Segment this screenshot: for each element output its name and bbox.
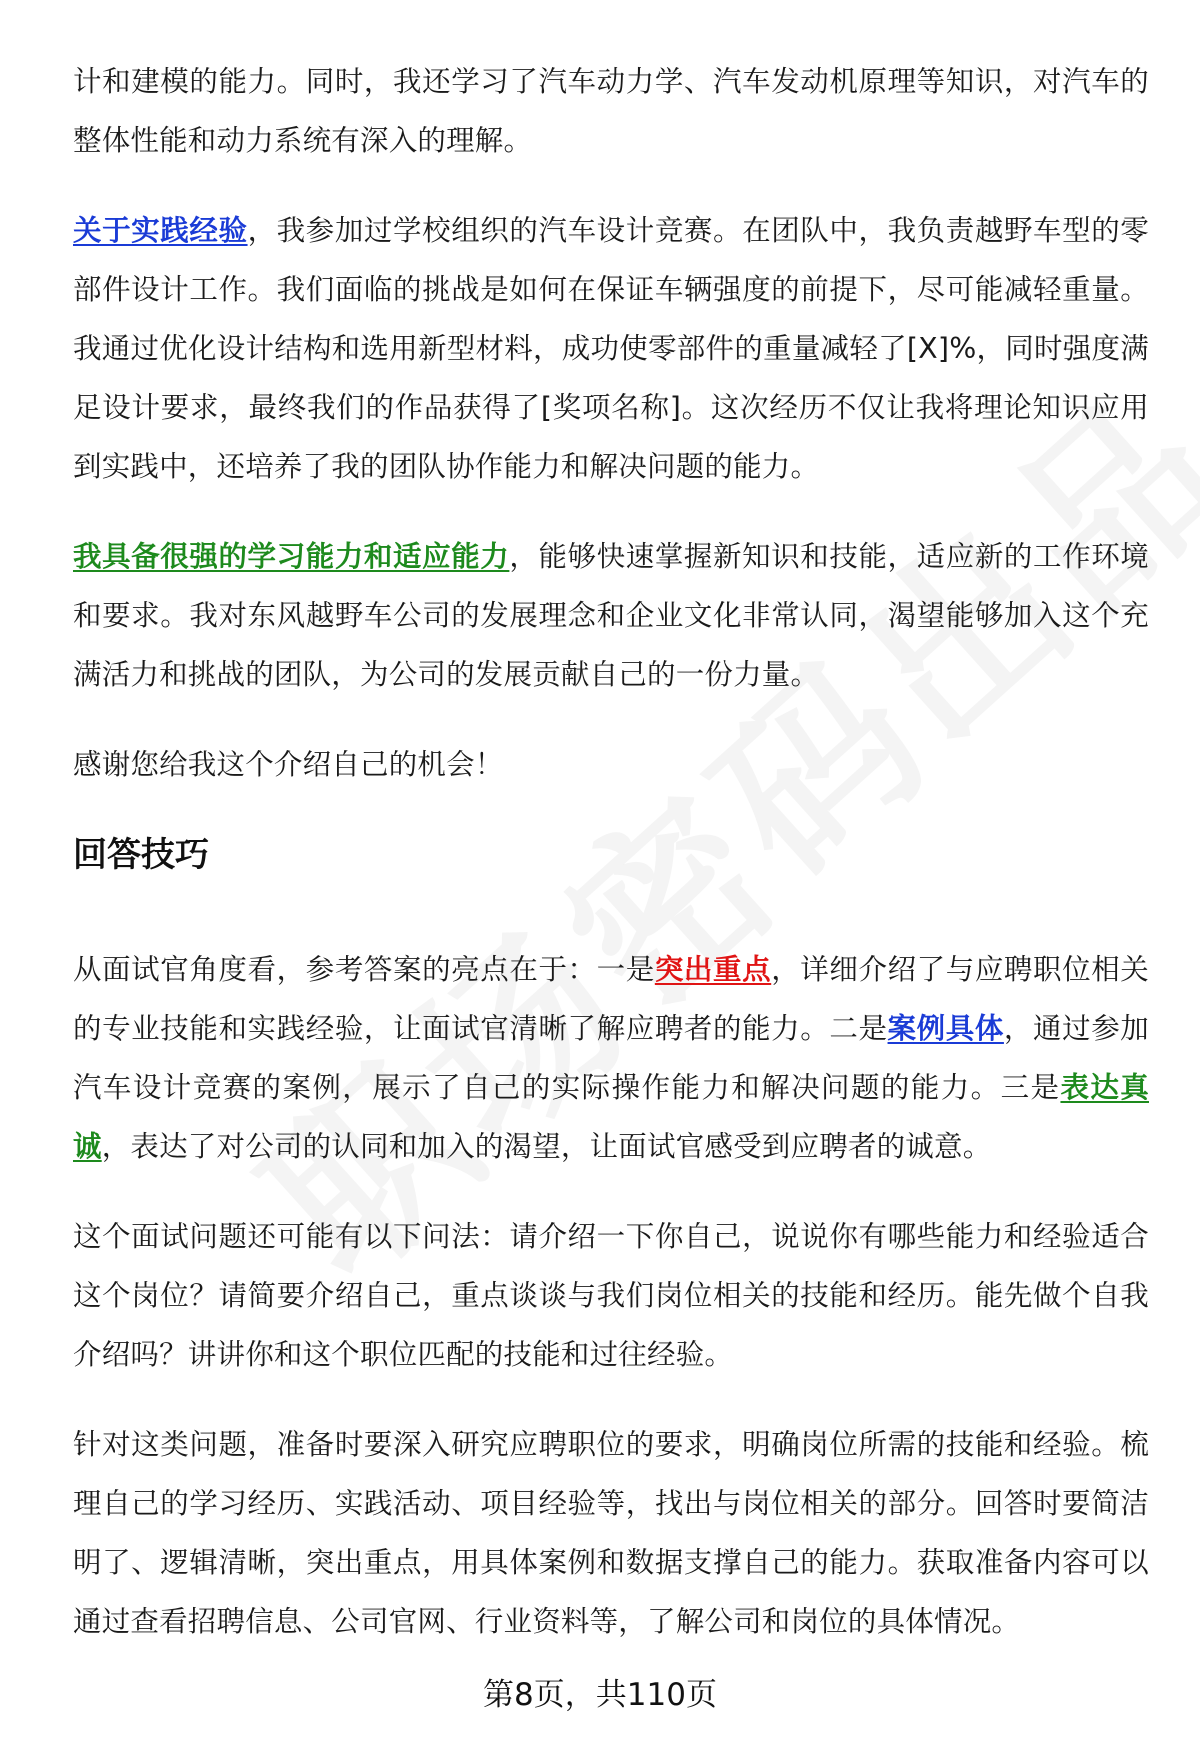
- highlight-specific-case: 案例具体: [887, 1012, 1004, 1045]
- paragraph-alternative-questions: 这个面试问题还可能有以下问法：请介绍一下你自己，说说你有哪些能力和经验适合这个岗位？请简要介绍自己，重点谈谈与我们岗位相关的技能和经历。能先做个自我介绍吗？讲讲你和这个职位匹配的技能和过往经验。: [73, 1220, 1149, 1371]
- paragraph-preparation-advice: 针对这类问题，准备时要深入研究应聘职位的要求，明确岗位所需的技能和经验。梳理自己的学习经历、实践活动、项目经验等，找出与岗位相关的部分。回答时要简洁明了、逻辑清晰，突出重点，用具体案例和数据支撑自己的能力。获取准备内容可以通过查看招聘信息、公司官网、行业资料等，了解公司和岗位的具体情况。: [73, 1428, 1149, 1638]
- paragraph-answer-tips: [73, 940, 1149, 1176]
- highlight-sincere-expression: 表达真诚: [73, 1071, 1149, 1163]
- document-body: [73, 52, 1149, 1651]
- highlight-learning-ability: 我具备很强的学习能力和适应能力: [73, 540, 510, 573]
- paragraph-practice-experience: [73, 201, 1149, 496]
- section-title: 回答技巧: [73, 835, 209, 875]
- paragraph-text: 从面试官角度看，参考答案的亮点在于：一是: [73, 953, 655, 986]
- highlight-practice-experience: 关于实践经验: [73, 214, 248, 247]
- paragraph-modeling: 计和建模的能力。同时，我还学习了汽车动力学、汽车发动机原理等知识，对汽车的整体性能和动力系统有深入的理解。: [73, 65, 1149, 157]
- page-number: 第8页，共110页: [483, 1677, 717, 1713]
- paragraph-learning-ability: [73, 527, 1149, 704]
- paragraph-text: ，能够快速掌握新知识和技能，适应新的工作环境和要求。我对东风越野车公司的发展理念和企业文化非常认同，渴望能够加入这个充满活力和挑战的团队，为公司的发展贡献自己的一份力量。: [73, 540, 1149, 691]
- paragraph-thanks: 感谢您给我这个介绍自己的机会！: [73, 748, 504, 781]
- paragraph-text: ，详细介绍了与应聘职位相关的专业技能和实践经验，让面试官清晰了解应聘者的能力。二是: [73, 953, 1149, 1045]
- paragraph-text: ，通过参加汽车设计竞赛的案例，展示了自己的实际操作能力和解决问题的能力。三是: [73, 1012, 1149, 1104]
- paragraph-text: ，我参加过学校组织的汽车设计竞赛。在团队中，我负责越野车型的零部件设计工作。我们面临的挑战是如何在保证车辆强度的前提下，尽可能减轻重量。我通过优化设计结构和选用新型材料，成功使零部件的重量减轻了[X]%，同时强度满足设计要求，最终我们的作品获得了[奖项名称]。这次经历不仅让我将理论知识应用到实践中，还培养了我的团队协作能力和解决问题的能力。: [73, 214, 1150, 483]
- paragraph-text: ，表达了对公司的认同和加入的渴望，让面试官感受到应聘者的诚意。: [101, 1130, 992, 1163]
- highlight-key-points: 突出重点: [654, 953, 772, 986]
